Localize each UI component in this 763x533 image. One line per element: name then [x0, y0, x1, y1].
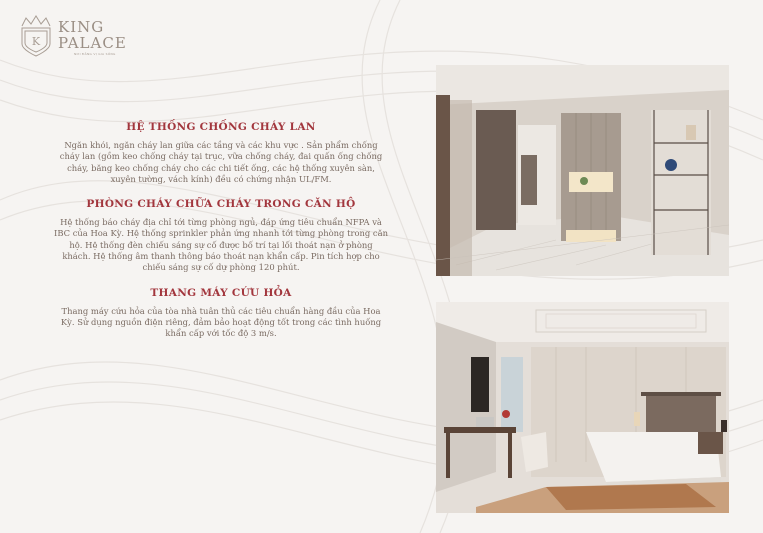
crown-shield-icon [14, 14, 58, 58]
brand-name-line2: PALACE [58, 34, 127, 52]
feature-text-column [54, 120, 388, 352]
section-title-fire-spread: HỆ THỐNG CHỐNG CHÁY LAN [126, 121, 316, 133]
section-title-fire-elevator: THANG MÁY CỨU HỎA [150, 286, 292, 299]
kitchen-hallway-photo [436, 65, 729, 276]
logo-monogram: K [31, 35, 41, 48]
brand-tagline: NƠI ĐẲNG VỊ GIA SỐNG [74, 52, 116, 56]
section-body-fire-spread: Ngăn khói, ngăn cháy lan giữa các tầng và các khu vực . Sản phẩm chống cháy lan (gồm keo chống cháy tại trục, vữa chống cháy, đai quấn ống chống cháy, băng keo chống cháy cho các chi tiết ống, các hệ thống xuyên sàn, xuyên tường, vách kính) đều có chứng nhận UL/FM. [59, 140, 383, 184]
section-body-apartment-fire: Hệ thống báo cháy địa chỉ tới từng phòng ngủ, đáp ứng tiêu chuẩn NFPA và IBC của Hoa Kỳ. Hệ thống sprinkler phản ứng nhanh tới từng phòng trong căn hộ. Hệ thống đèn chiếu sáng sự cố được bố trí tại lối thoát nạn ở phòng khách. Hệ thống âm thanh thông báo thoát nạn khẩn cấp. Pin tích hợp cho chiếu sáng sự cố dự phòng 120 phút. [54, 217, 388, 273]
section-title-apartment-fire: PHÒNG CHÁY CHỮA CHÁY TRONG CĂN HỘ [86, 198, 356, 211]
brand-name-line1: KING [58, 18, 105, 36]
brand-logo[interactable] [14, 14, 134, 58]
bedroom-photo [436, 302, 729, 513]
section-body-fire-elevator: Thang máy cứu hỏa của tòa nhà tuân thủ các tiêu chuẩn hàng đầu của Hoa Kỳ. Sử dụng nguồn điện riêng, đảm bảo hoạt động tốt trong các tình huống khẩn cấp với tốc độ 3 m/s. [60, 305, 382, 339]
